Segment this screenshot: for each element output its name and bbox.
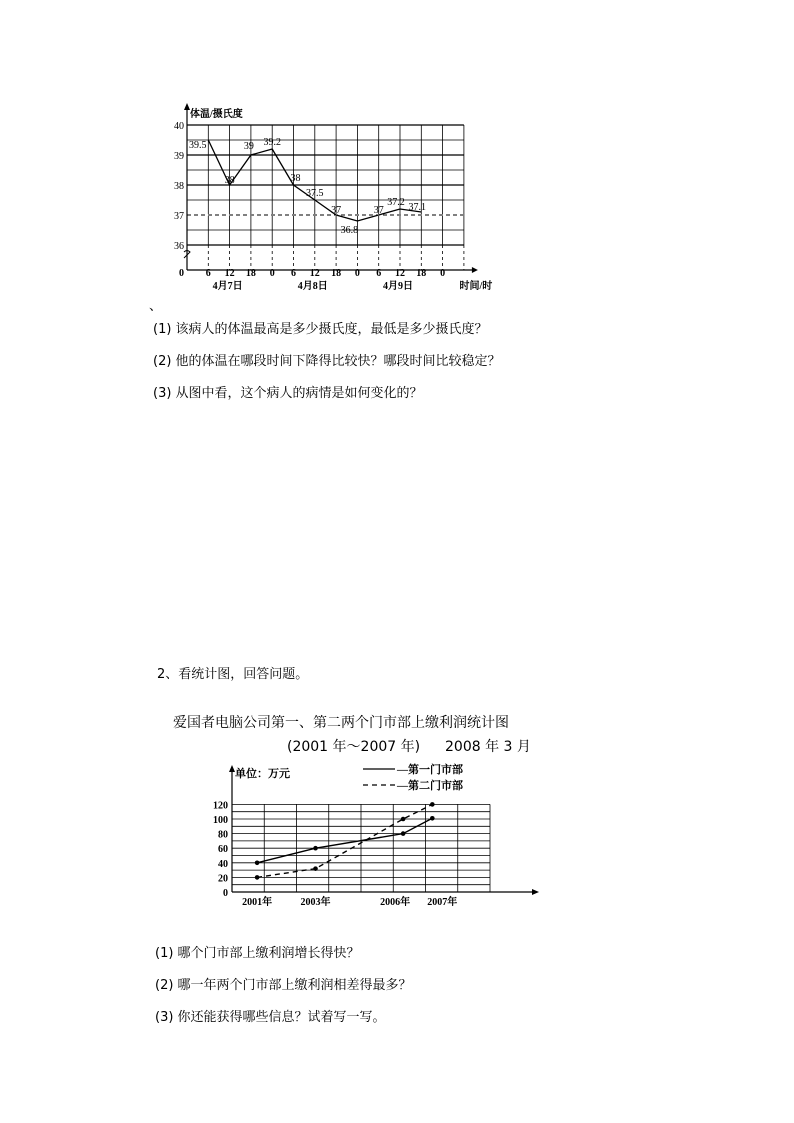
stray-mark: 、: [149, 299, 163, 314]
x-axis-arrow: [532, 889, 539, 895]
y-tick-label: 38: [174, 181, 184, 192]
profit-chart-title: 爱国者电脑公司第一、第二两个门市部上缴利润统计图: [173, 715, 509, 731]
x-tick-label: 0: [440, 268, 446, 279]
data-label: 39: [243, 141, 254, 152]
series-store-2-point: [313, 866, 318, 871]
y-tick-label: 36: [174, 241, 184, 252]
y-tick-label: 40: [174, 121, 184, 132]
series-store-2-point: [430, 802, 435, 807]
data-label: 38: [224, 175, 235, 186]
x-tick-label: 2001年: [242, 897, 273, 908]
question-2-2: (2) 哪一年两个门市部上缴利润相差得最多？: [155, 978, 412, 993]
legend-solid-label: —第一门市部: [397, 764, 463, 776]
x-tick-label: 12: [309, 268, 320, 279]
temperature-axes: [184, 103, 478, 273]
profit-chart-date: 2008 年 3 月: [445, 739, 531, 755]
x-tick-label: 6: [376, 268, 382, 279]
y-axis-title: 单位：万元: [235, 768, 290, 780]
data-label: 37: [373, 205, 384, 216]
y-tick-label: 80: [218, 829, 228, 841]
x-tick-label: 2007年: [427, 897, 458, 908]
y-tick-label: 40: [218, 858, 228, 870]
question-1-1: (1) 该病人的体温最高是多少摄氏度，最低是多少摄氏度？: [153, 322, 488, 337]
question-2-3: (3) 你还能获得哪些信息？试着写一写。: [155, 1010, 386, 1025]
series-store-1-point: [401, 831, 406, 836]
x-tick-label: 6: [291, 268, 296, 279]
y-tick-label: 60: [218, 844, 228, 856]
date-label: 4月9日: [383, 281, 413, 292]
x-tick-label: 12: [224, 268, 235, 279]
series-store-2-point: [255, 875, 260, 880]
legend-dashed-label: —第二门市部: [397, 780, 463, 792]
series-store-2-point: [401, 817, 406, 822]
origin-label: 0: [179, 268, 184, 279]
y-tick-label: 120: [213, 800, 228, 812]
temperature-chart: [170, 100, 500, 300]
y-axis-title: 体温/摄氏度: [190, 109, 243, 120]
data-label: 37.1: [408, 202, 427, 213]
data-label: 38: [290, 173, 301, 184]
date-label: 4月8日: [297, 281, 328, 292]
series-store-1-point: [430, 816, 435, 821]
x-axis-arrow: [472, 267, 478, 273]
x-tick-label: 0: [269, 268, 275, 279]
profit-chart-range: (2001 年～2007 年): [287, 739, 421, 755]
x-tick-label: 2006年: [380, 897, 411, 908]
series-store-1-point: [313, 846, 318, 851]
profit-grid: [232, 804, 490, 892]
section-2-heading: 2、看统计图，回答问题。: [157, 667, 309, 682]
data-label: 37.2: [387, 197, 405, 208]
profit-chart: [205, 755, 550, 915]
x-axis-title: 时间/时: [459, 281, 493, 292]
question-2-1: (1) 哪个门市部上缴利润增长得快？: [155, 946, 360, 961]
x-tick-label: 6: [205, 268, 211, 279]
question-1-2: (2) 他的体温在哪段时间下降得比较快？哪段时间比较稳定？: [153, 354, 501, 369]
y-tick-label: 0: [223, 888, 228, 899]
x-tick-label: 2003年: [300, 897, 331, 908]
y-tick-label: 20: [218, 873, 228, 885]
data-label: 39.5: [189, 140, 207, 151]
temperature-grid: [187, 125, 464, 270]
x-tick-label: 0: [354, 268, 360, 279]
series-store-1-point: [255, 861, 260, 866]
data-label: 36.8: [340, 225, 359, 236]
data-label: 37.5: [306, 188, 324, 199]
data-label: 37: [331, 205, 342, 216]
x-tick-label: 18: [331, 268, 342, 279]
y-tick-label: 37: [174, 211, 184, 222]
date-label: 4月7日: [212, 281, 243, 292]
data-label: 39.2: [263, 137, 281, 148]
x-tick-label: 18: [245, 268, 256, 279]
question-1-3: (3) 从图中看，这个病人的病情是如何变化的？: [153, 386, 423, 401]
y-tick-label: 100: [213, 815, 228, 826]
y-tick-label: 39: [174, 151, 184, 162]
x-tick-label: 12: [395, 268, 405, 279]
x-tick-label: 18: [416, 268, 427, 279]
temperature-labels: [174, 107, 492, 292]
